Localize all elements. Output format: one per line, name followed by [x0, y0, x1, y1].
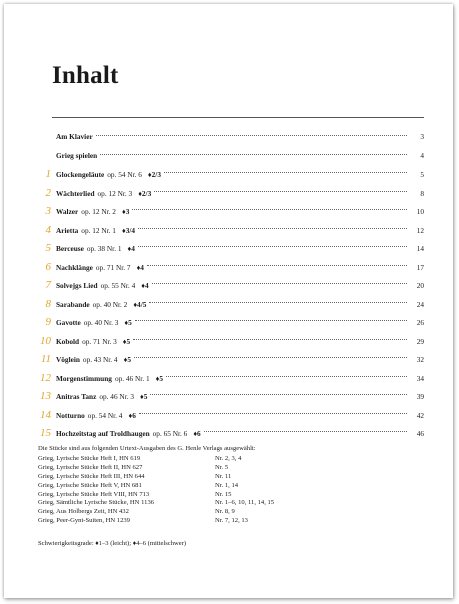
entry-title: Hochzeitstag auf Troldhaugen	[56, 429, 150, 438]
source-edition: Grieg, Sämtliche Lyrische Stücke, HN 1136	[38, 499, 155, 507]
entry-number: 4	[45, 223, 51, 236]
entry-page: 12	[416, 225, 424, 235]
entry-title: Arietta	[56, 225, 79, 235]
entry-number: 13	[40, 390, 51, 402]
entry-page: 39	[416, 392, 424, 401]
entry-opus: op. 46 Nr. 3	[99, 392, 135, 401]
entry-title: Am Klavier	[56, 132, 93, 141]
entry-difficulty: ♦4	[127, 244, 135, 253]
entry-number: 8	[45, 297, 51, 310]
title-rule	[52, 117, 424, 118]
source-edition: Grieg, Lyrische Stücke Heft III, HN 644	[38, 472, 145, 480]
source-edition: Grieg, Peer-Gynt-Suiten, HN 1239	[38, 517, 130, 525]
entry-title: Morgenstimmung	[56, 373, 112, 383]
dot-leader	[138, 245, 407, 247]
entry-number: 6	[45, 260, 51, 273]
entry-number: 9	[45, 316, 51, 328]
dot-leader	[132, 208, 407, 210]
source-row	[38, 499, 428, 508]
source-edition: Grieg, Aus Holbergs Zeit, HN 432	[38, 508, 129, 516]
dot-leader	[134, 356, 407, 358]
table-of-contents	[40, 128, 424, 443]
toc-entry[interactable]	[40, 332, 424, 351]
source-pieces: Nr. 8, 9	[215, 508, 235, 516]
entry-number: 12	[40, 371, 51, 384]
entry-difficulty: ♦4	[136, 262, 144, 272]
source-edition: Grieg, Lyrische Stücke Heft I, HN 619	[38, 454, 141, 462]
entry-opus: op. 71 Nr. 3	[82, 336, 117, 346]
entry-title: Glockengeläute	[56, 170, 105, 179]
entry-page: 5	[420, 170, 424, 179]
dot-leader	[152, 282, 407, 284]
source-row	[38, 517, 428, 526]
source-row	[38, 464, 428, 473]
source-row	[38, 455, 428, 464]
toc-entry[interactable]	[40, 147, 424, 166]
dot-leader	[138, 227, 407, 229]
dot-leader	[164, 171, 407, 173]
sources-note	[38, 445, 428, 526]
source-pieces: Nr. 2, 3, 4	[215, 454, 242, 462]
difficulty-legend: Schwierigkeitsgrade: ♦1–3 (leicht); ♦4–6 (mittelschwer)	[38, 540, 187, 547]
entry-opus: op. 55 Nr. 4	[100, 281, 136, 290]
entry-difficulty: ♦4/5	[133, 299, 147, 309]
entry-number: 2	[45, 186, 51, 199]
sources-list	[38, 455, 428, 526]
entry-difficulty: ♦2/3	[147, 170, 161, 179]
entry-opus: op. 12 Nr. 3	[97, 188, 133, 198]
entry-title: Walzer	[56, 207, 79, 216]
toc-entry[interactable]	[40, 239, 424, 258]
entry-title: Sarabande	[56, 299, 90, 309]
toc-entry[interactable]	[40, 369, 424, 388]
entry-opus: op. 38 Nr. 1	[86, 244, 122, 253]
entry-number: 1	[45, 168, 51, 180]
entry-opus: op. 12 Nr. 1	[81, 225, 116, 235]
source-edition: Grieg, Lyrische Stücke Heft II, HN 627	[38, 463, 143, 471]
entry-difficulty: ♦4	[141, 281, 149, 290]
entry-title: Vöglein	[56, 355, 80, 364]
dot-leader	[147, 264, 407, 266]
entry-number: 3	[45, 205, 51, 217]
entry-page: 10	[416, 207, 424, 216]
entry-number: 7	[45, 279, 51, 291]
dot-leader	[150, 393, 407, 395]
entry-title: Notturno	[56, 410, 85, 420]
entry-number: 10	[40, 334, 51, 347]
source-row	[38, 473, 428, 482]
toc-entry[interactable]	[40, 387, 424, 406]
entry-page: 20	[416, 281, 424, 290]
dot-leader	[204, 430, 407, 432]
entry-page: 46	[416, 429, 424, 438]
entry-difficulty: ♦2/3	[138, 188, 152, 198]
entry-page: 42	[416, 410, 424, 420]
toc-entry[interactable]	[40, 406, 424, 425]
entry-page: 29	[416, 336, 424, 346]
entry-number: 15	[40, 427, 51, 439]
entry-difficulty: ♦6	[128, 410, 136, 420]
entry-title: Kobold	[56, 336, 80, 346]
entry-difficulty: ♦3/4	[121, 225, 136, 235]
entry-opus: op. 46 Nr. 1	[114, 373, 150, 383]
entry-page: 3	[420, 132, 424, 141]
source-pieces: Nr. 7, 12, 13	[215, 517, 248, 525]
entry-opus: op. 12 Nr. 2	[81, 207, 116, 216]
toc-entry[interactable]	[40, 276, 424, 295]
entry-page: 4	[420, 150, 424, 160]
source-edition: Grieg, Lyrische Stücke Heft VIII, HN 713	[38, 490, 150, 498]
entry-opus: op. 71 Nr. 7	[95, 262, 131, 272]
toc-entry[interactable]	[40, 424, 424, 443]
entry-difficulty: ♦5	[155, 373, 163, 383]
toc-entry[interactable]	[40, 295, 424, 314]
document-page	[4, 4, 453, 598]
source-pieces: Nr. 15	[215, 490, 232, 498]
toc-entry[interactable]	[40, 128, 424, 147]
dot-leader	[135, 319, 407, 321]
entry-page: 8	[420, 188, 424, 198]
entry-difficulty: ♦5	[123, 355, 131, 364]
entry-page: 26	[416, 318, 424, 327]
entry-difficulty: ♦5	[122, 336, 131, 346]
dot-leader	[139, 412, 407, 414]
entry-number: 14	[40, 408, 51, 421]
entry-opus: op. 40 Nr. 2	[92, 299, 128, 309]
toc-entry[interactable]	[40, 165, 424, 184]
dot-leader	[96, 134, 407, 136]
entry-page: 24	[416, 299, 424, 309]
entry-difficulty: ♦5	[140, 392, 148, 401]
entry-title: Wächterlied	[56, 188, 95, 198]
entry-opus: op. 65 Nr. 6	[152, 429, 188, 438]
dot-leader	[166, 375, 407, 377]
entry-title: Solvejgs Lied	[56, 281, 98, 290]
source-pieces: Nr. 1–6, 10, 11, 14, 15	[215, 499, 275, 507]
source-row	[38, 508, 428, 517]
dot-leader	[100, 153, 407, 155]
entry-title: Nachklänge	[56, 262, 93, 272]
source-pieces: Nr. 1, 14	[215, 481, 239, 489]
toc-entry[interactable]	[40, 313, 424, 332]
entry-opus: op. 54 Nr. 4	[87, 410, 123, 420]
entry-number: 11	[40, 353, 51, 365]
dot-leader	[149, 301, 407, 303]
toc-entry[interactable]	[40, 202, 424, 221]
toc-entry[interactable]	[40, 350, 424, 369]
entry-number: 5	[45, 242, 51, 254]
entry-difficulty: ♦6	[193, 429, 201, 438]
toc-entry[interactable]	[40, 221, 424, 240]
source-pieces: Nr. 5	[215, 463, 229, 471]
source-row	[38, 482, 428, 491]
entry-difficulty: ♦5	[124, 318, 132, 327]
entry-opus: op. 43 Nr. 4	[82, 355, 118, 364]
entry-title: Anitras Tanz	[56, 392, 97, 401]
source-row	[38, 491, 428, 500]
entry-title: Grieg spielen	[56, 150, 98, 160]
entry-title: Gavotte	[56, 318, 81, 327]
sources-intro: Die Stücke sind aus folgenden Urtext-Ausgaben des G. Henle Verlags ausgewählt:	[38, 445, 256, 452]
entry-page: 34	[416, 373, 424, 383]
entry-title: Berceuse	[56, 244, 84, 253]
entry-opus: op. 54 Nr. 6	[107, 170, 142, 179]
entry-page: 17	[416, 262, 424, 272]
dot-leader	[154, 190, 407, 192]
entry-page: 32	[416, 355, 424, 364]
source-pieces: Nr. 11	[215, 472, 232, 480]
page-title: Inhalt	[52, 62, 119, 89]
source-edition: Grieg, Lyrische Stücke Heft V, HN 681	[38, 481, 142, 489]
entry-page: 14	[416, 244, 424, 253]
entry-difficulty: ♦3	[121, 207, 130, 216]
entry-opus: op. 40 Nr. 3	[83, 318, 119, 327]
dot-leader	[133, 338, 407, 340]
toc-entry[interactable]	[40, 258, 424, 277]
toc-entry[interactable]	[40, 184, 424, 203]
